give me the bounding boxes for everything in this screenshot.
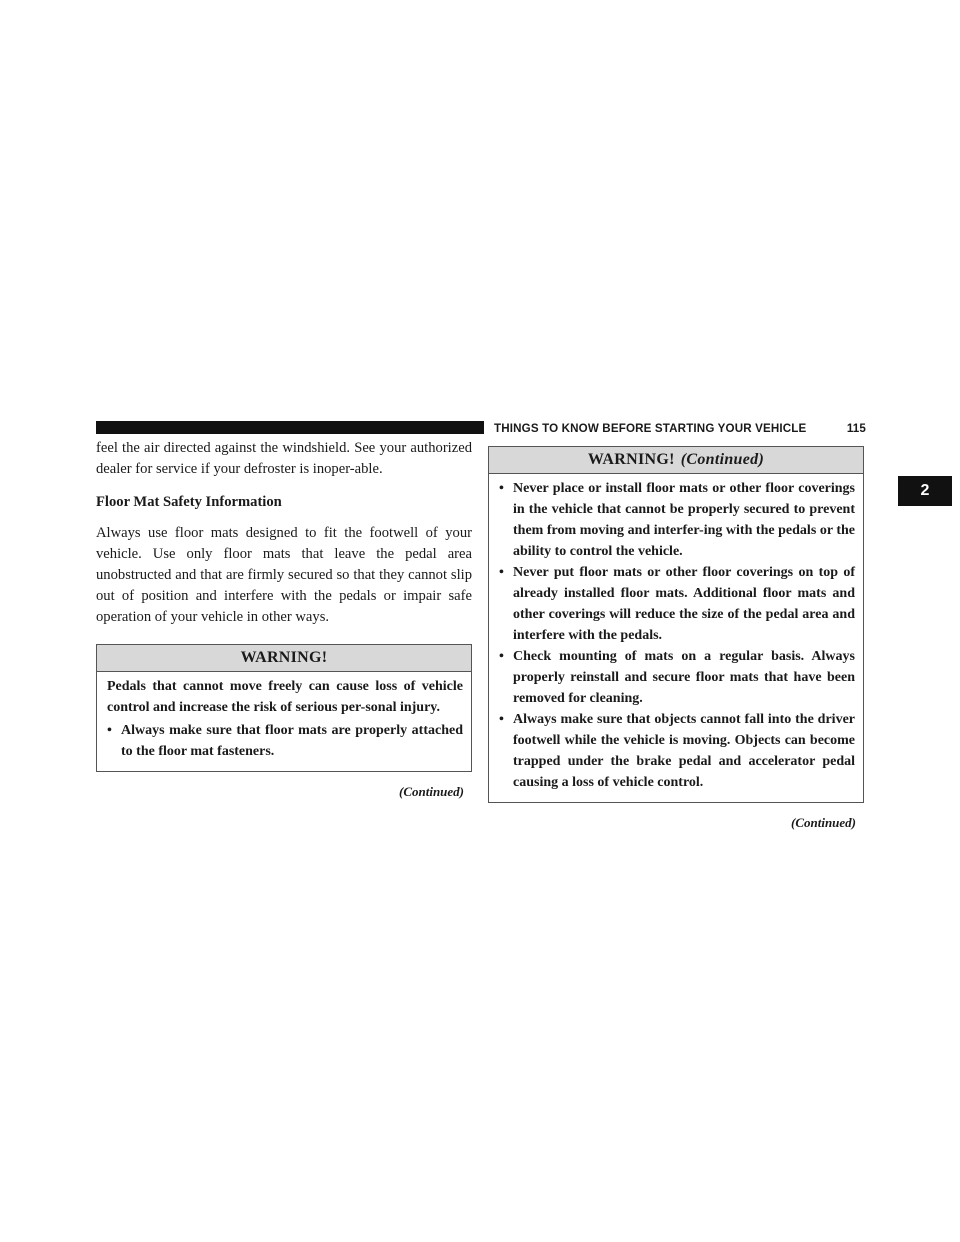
warning-item <box>107 720 463 762</box>
warning-item <box>499 562 855 646</box>
warning-intro: Pedals that cannot move freely can cause loss of vehicle control and increase the risk of serious per-sonal injury. <box>107 679 463 715</box>
warning-list <box>499 478 855 793</box>
warning-box <box>96 644 472 772</box>
warning-item <box>499 478 855 562</box>
warning-item-text: Always make sure that floor mats are properly attached to the floor mat fasteners. <box>121 723 463 759</box>
section-title: THINGS TO KNOW BEFORE STARTING YOUR VEHICLE <box>494 421 807 435</box>
running-header <box>494 419 866 437</box>
warning-item <box>499 646 855 709</box>
bullet-icon: • <box>499 565 504 580</box>
warning-title-suffix: (Continued) <box>680 451 765 468</box>
warning-item-text: Never place or install floor mats or other floor coverings in the vehicle that cannot be properly secured to prevent them from moving and interfer-ing with the pedals or the ability to control the vehicle. <box>513 481 855 559</box>
warning-item-text: Never put floor mats or other floor coverings on top of already installed floor mats. Additional floor mats and other coverings will reduce the size of the pedal area and interfere with the pedals. <box>513 565 855 643</box>
continued-label: (Continued) <box>790 815 856 830</box>
bullet-icon: • <box>499 649 504 664</box>
warning-item-text: Always make sure that objects cannot fall into the driver footwell while the vehicle is moving. Objects can become trapped under the brake pedal and accelerator pedal causing a loss of vehicle control. <box>513 712 855 790</box>
warning-item-text: Check mounting of mats on a regular basis. Always properly reinstall and secure floor mats that have been removed for cleaning. <box>513 649 855 706</box>
continued-label: (Continued) <box>398 784 464 799</box>
left-column <box>96 438 472 800</box>
bullet-icon: • <box>499 481 504 496</box>
warning-title-text: WARNING! <box>240 649 328 666</box>
warning-body <box>97 672 471 771</box>
warning-item <box>499 709 855 793</box>
header-rule-bar <box>96 421 484 434</box>
chapter-tab <box>898 476 952 506</box>
intro-paragraph: feel the air directed against the windshield. See your authorized dealer for service if your defroster is inoper-able. <box>96 440 472 477</box>
right-column <box>488 438 864 831</box>
warning-title-text: WARNING! <box>587 451 675 468</box>
page-number: 115 <box>846 421 866 435</box>
warning-list <box>107 720 463 762</box>
bullet-icon: • <box>499 712 504 727</box>
warning-box-continued <box>488 446 864 803</box>
chapter-number: 2 <box>920 482 930 499</box>
warning-body <box>489 474 863 802</box>
section-heading: Floor Mat Safety Information <box>96 494 282 510</box>
warning-title <box>97 645 471 672</box>
warning-title <box>489 447 863 474</box>
body-paragraph: Always use floor mats designed to fit the footwell of your vehicle. Use only floor mats that leave the pedal area unobstructed and that are firmly secured so that they cannot slip out of position and interfere with the pedals or impair safe operation of your vehicle in other ways. <box>96 525 472 625</box>
bullet-icon: • <box>107 723 112 738</box>
